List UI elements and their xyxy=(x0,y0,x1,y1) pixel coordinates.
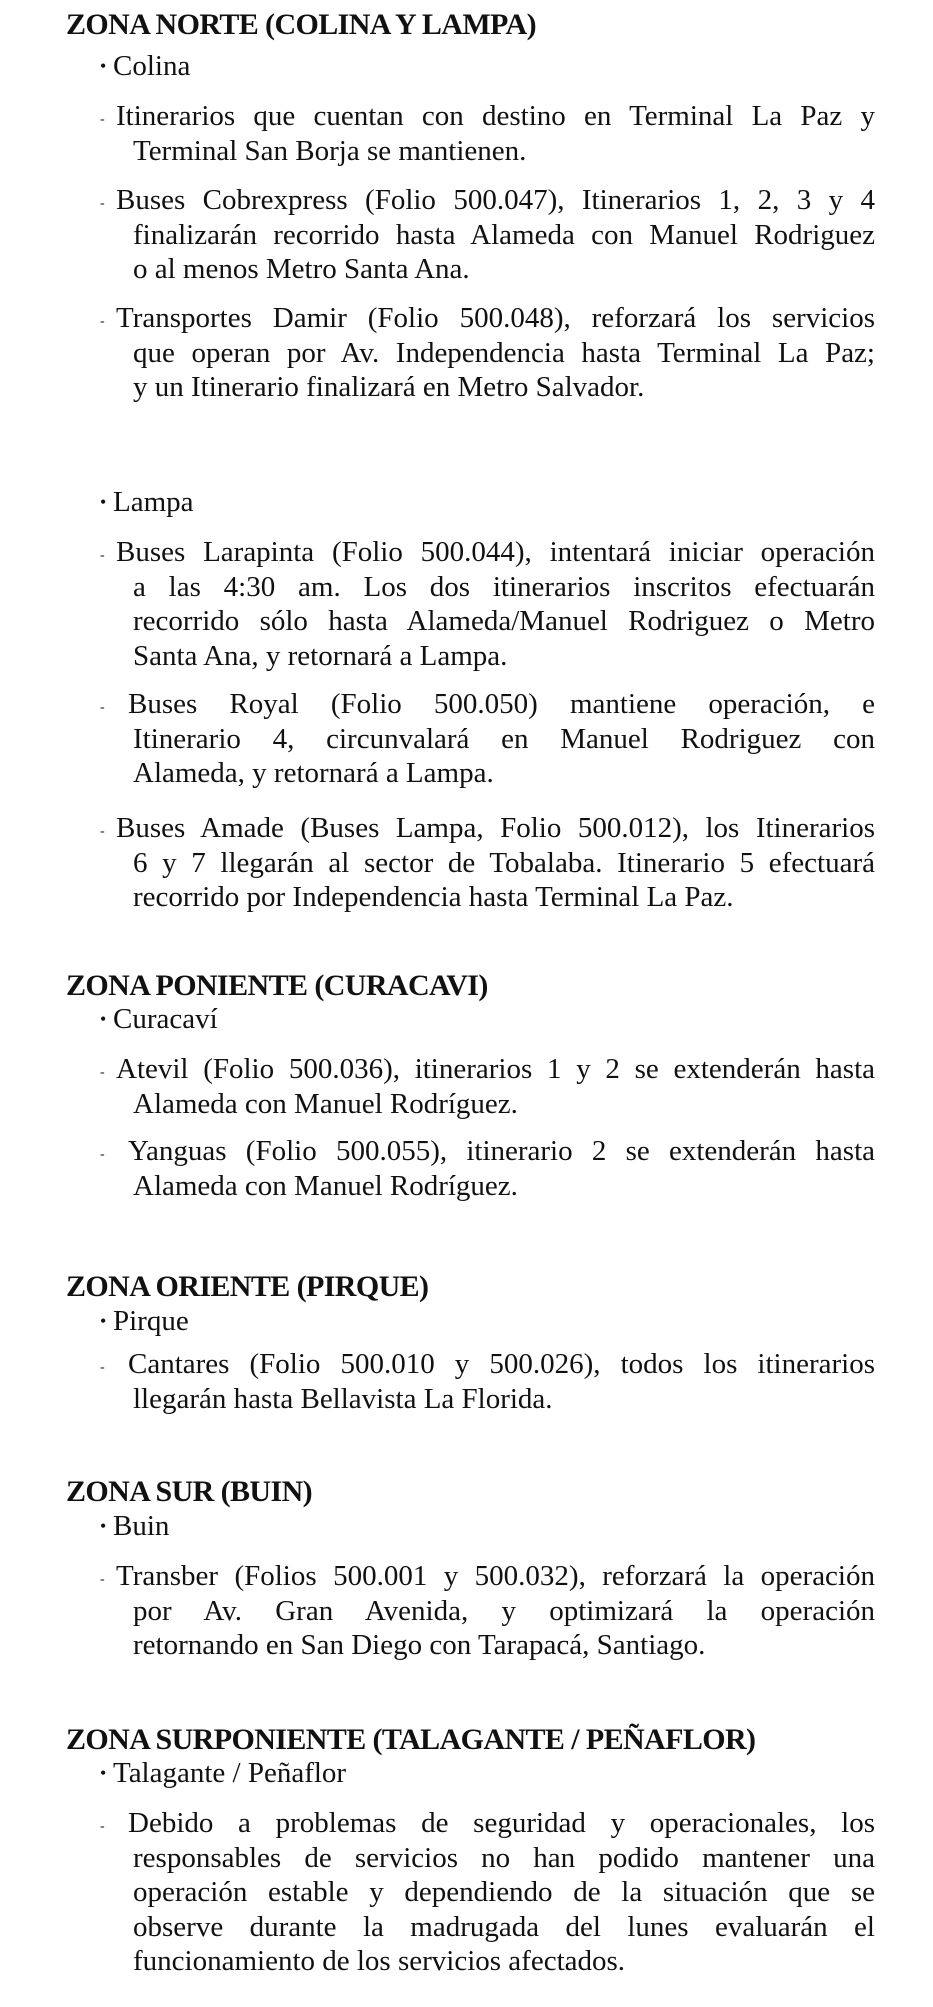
item-line: responsables de servicios no han podido mantener una xyxy=(133,1841,875,1874)
item-line: que operan por Av. Independencia hasta Terminal La Paz; xyxy=(133,336,875,369)
item-line: operación estable y dependiendo de la situación que se xyxy=(133,1876,875,1908)
item-line: Itinerarios que cuentan con destino en Terminal La Paz y xyxy=(116,100,875,132)
item-line: y un Itinerario finalizará en Metro Salvador. xyxy=(133,371,645,403)
item-line: Transber (Folios 500.001 y 500.032), reforzará la operación xyxy=(116,1560,875,1592)
item-line: llegarán hasta Bellavista La Florida. xyxy=(133,1382,553,1415)
item-line: Cantares (Folio 500.010 y 500.026), todos los itinerarios xyxy=(128,1348,875,1380)
bullet-icon: • xyxy=(100,1516,107,1536)
item-line: funcionamiento de los servicios afectados. xyxy=(133,1945,626,1977)
dash-icon: - xyxy=(100,1360,105,1375)
zone-heading-sur: ZONA SUR (BUIN) xyxy=(66,1475,313,1508)
item-line: Santa Ana, y retornará a Lampa. xyxy=(133,639,508,672)
subzone-lampa xyxy=(100,485,194,520)
item-line: Transportes Damir (Folio 500.048), reforzará los servicios xyxy=(116,302,875,334)
item-line: recorrido sólo hasta Alameda/Manuel Rodriguez o Metro xyxy=(133,605,875,637)
list-item xyxy=(100,301,875,405)
item-line: Atevil (Folio 500.036), itinerarios 1 y 2 se extenderán hasta xyxy=(116,1053,875,1085)
bullet-icon: • xyxy=(100,1009,107,1029)
dash-icon: - xyxy=(100,1572,105,1587)
list-item xyxy=(100,1052,875,1121)
subzone-curacavi xyxy=(100,1002,218,1037)
subzone-buin xyxy=(100,1509,169,1544)
item-line: Debido a problemas de seguridad y operacionales, los xyxy=(128,1807,875,1839)
zone-heading-norte: ZONA NORTE (COLINA Y LAMPA) xyxy=(66,8,536,41)
subzone-talagante-penaflor xyxy=(100,1756,346,1791)
subzone-label: Colina xyxy=(113,50,191,82)
bullet-icon: • xyxy=(100,1763,107,1783)
list-item xyxy=(100,1347,875,1416)
item-line: recorrido por Independencia hasta Terminal La Paz. xyxy=(133,881,734,913)
dash-icon: - xyxy=(100,548,105,563)
zone-heading-surponiente: ZONA SURPONIENTE (TALAGANTE / PEÑAFLOR) xyxy=(66,1723,756,1756)
item-line: Buses Royal (Folio 500.050) mantiene operación, e xyxy=(128,688,875,720)
list-item xyxy=(100,1134,875,1203)
list-item xyxy=(100,99,875,168)
dash-icon: - xyxy=(100,1065,105,1080)
subzone-label: Buin xyxy=(113,1510,170,1542)
dash-icon: - xyxy=(100,1819,105,1834)
item-line: Alameda, y retornará a Lampa. xyxy=(133,757,494,789)
list-item xyxy=(100,183,875,287)
subzone-label: Pirque xyxy=(113,1305,189,1337)
item-line: Buses Cobrexpress (Folio 500.047), Itinerarios 1, 2, 3 y 4 xyxy=(116,184,875,216)
dash-icon: - xyxy=(100,824,105,839)
zone-heading-poniente: ZONA PONIENTE (CURACAVI) xyxy=(66,969,488,1002)
dash-icon: - xyxy=(100,196,105,211)
item-line: finalizarán recorrido hasta Alameda con Manuel Rodriguez xyxy=(133,218,875,251)
dash-icon: - xyxy=(100,112,105,127)
subzone-colina xyxy=(100,49,190,84)
item-line: retornando en San Diego con Tarapacá, Santiago. xyxy=(133,1629,706,1661)
bullet-icon: • xyxy=(100,56,107,76)
item-line: 6 y 7 llegarán al sector de Tobalaba. Itinerario 5 efectuará xyxy=(133,846,875,879)
dash-icon: - xyxy=(100,1147,105,1162)
item-line: Itinerario 4, circunvalará en Manuel Rodriguez con xyxy=(133,722,875,755)
dash-icon: - xyxy=(100,314,105,329)
item-line: o al menos Metro Santa Ana. xyxy=(133,253,470,285)
item-line: Terminal San Borja se mantienen. xyxy=(133,134,527,167)
list-item xyxy=(100,1806,875,1979)
item-line: a las 4:30 am. Los dos itinerarios inscritos efectuarán xyxy=(133,570,875,603)
list-item xyxy=(100,811,875,915)
list-item xyxy=(100,535,875,673)
subzone-label: Talagante / Peñaflor xyxy=(113,1757,347,1789)
item-line: observe durante la madrugada del lunes evaluarán el xyxy=(133,1910,875,1943)
item-line: Alameda con Manuel Rodríguez. xyxy=(133,1087,518,1120)
list-item xyxy=(100,1559,875,1663)
item-line: Buses Larapinta (Folio 500.044), intentará iniciar operación xyxy=(116,536,875,568)
bullet-icon: • xyxy=(100,492,107,512)
item-line: por Av. Gran Avenida, y optimizará la operación xyxy=(133,1594,875,1627)
list-item xyxy=(100,687,875,791)
subzone-label: Curacaví xyxy=(113,1003,218,1035)
dash-icon: - xyxy=(100,700,105,715)
subzone-label: Lampa xyxy=(113,486,194,518)
bullet-icon: • xyxy=(100,1311,107,1331)
subzone-pirque xyxy=(100,1304,189,1339)
item-line: Yanguas (Folio 500.055), itinerario 2 se extenderán hasta xyxy=(128,1135,875,1167)
item-line: Alameda con Manuel Rodríguez. xyxy=(133,1169,518,1202)
item-line: Buses Amade (Buses Lampa, Folio 500.012), los Itinerarios xyxy=(116,812,875,844)
zone-heading-oriente: ZONA ORIENTE (PIRQUE) xyxy=(66,1270,429,1303)
